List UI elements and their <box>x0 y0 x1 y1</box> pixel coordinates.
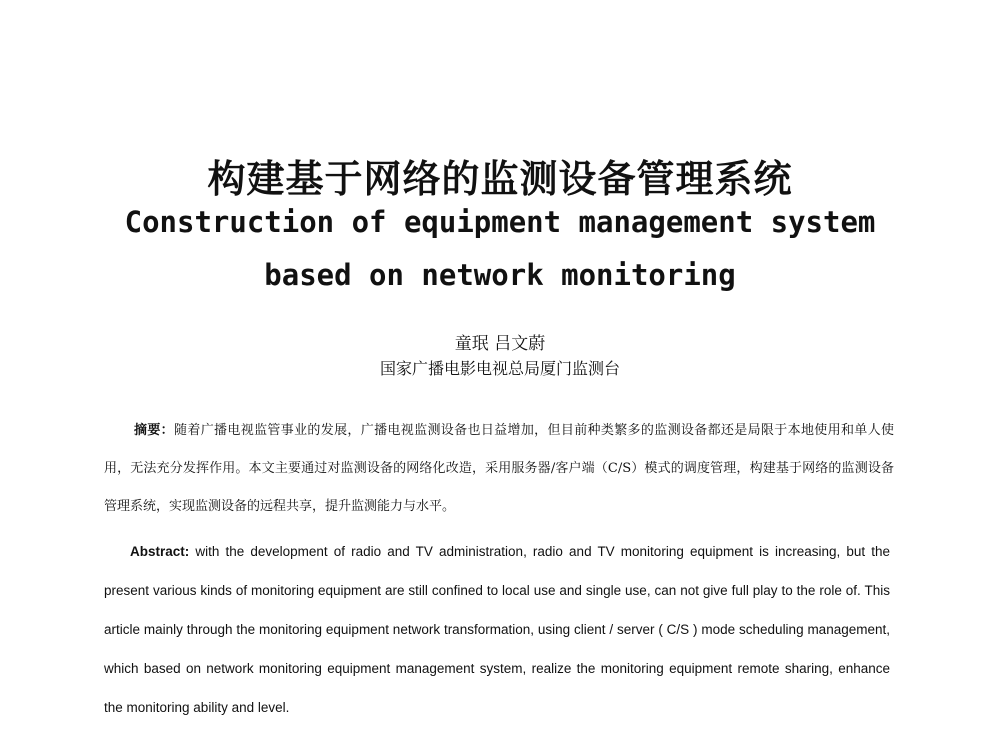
english-abstract-text: with the development of radio and TV administration, radio and TV monitoring equipment is increasing, but the present various kinds of monitoring equipment are still confined to local use and single use, can not give full play to the role of. This article mainly through the monitoring equipment network transformation, using client / server ( C/S ) mode scheduling management, which based on network monitoring equipment management system, realize the monitoring equipment remote sharing, enhance the monitoring ability and level. <box>104 544 890 715</box>
english-title-line-2: based on network monitoring <box>264 258 736 292</box>
chinese-abstract-label: 摘要： <box>134 423 175 438</box>
chinese-abstract <box>104 412 894 526</box>
chinese-title: 构建基于网络的监测设备管理系统 <box>207 157 793 201</box>
author-affiliation: 国家广播电影电视总局厦门监测台 <box>379 359 620 378</box>
chinese-abstract-text: 随着广播电视监管事业的发展，广播电视监测设备也日益增加，但目前种类繁多的监测设备都还是局限于本地使用和单人使用，无法充分发挥作用。本文主要通过对监测设备的网络化改造，采用服务器/客户端（C/S）模式的调度管理，构建基于网络的监测设备管理系统，实现监测设备的远程共享，提升监测能力与水平。 <box>104 423 894 514</box>
english-abstract <box>104 532 890 727</box>
author-names: 童珉 吕文蔚 <box>454 334 546 354</box>
english-abstract-label: Abstract: <box>130 544 190 559</box>
english-title-line-1: Construction of equipment management system <box>124 205 876 239</box>
